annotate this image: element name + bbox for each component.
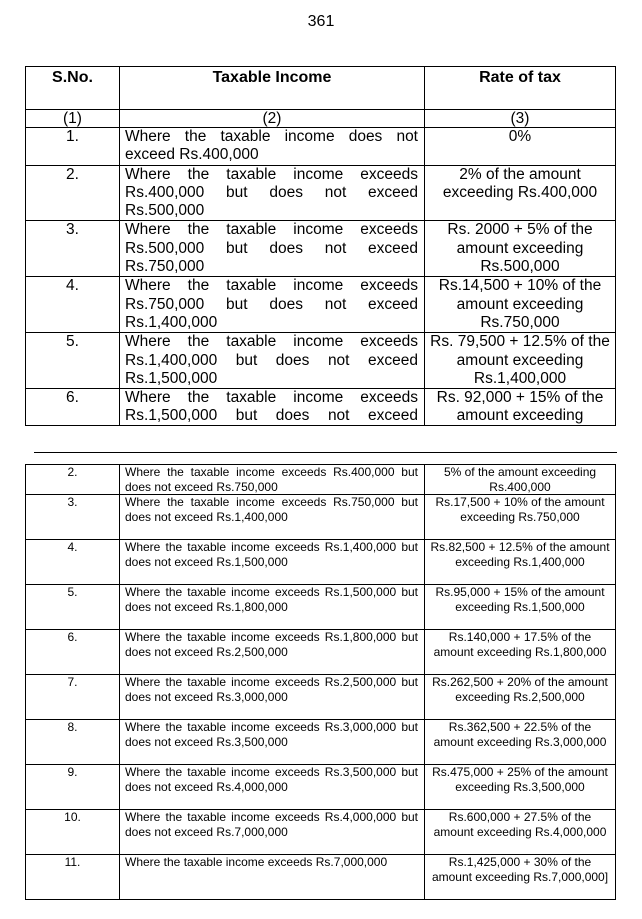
row-rate: 2% of the amount exceeding Rs.400,000 <box>425 165 616 221</box>
row-income: Where the taxable income exceeds Rs.1,400,000 but does not exceed Rs.1,500,000 <box>120 540 425 585</box>
column-number-row <box>26 110 616 128</box>
row-sno: 5. <box>26 333 120 389</box>
table-header-row <box>26 67 616 110</box>
row-income: Where the taxable income does not exceed Rs.400,000 <box>120 128 425 166</box>
row-sno: 2. <box>26 465 120 495</box>
row-sno <box>26 389 120 426</box>
row-income: Where the taxable income exceeds Rs.1,500,000 but does not exceed Rs.1,800,000 <box>120 585 425 630</box>
row-income: Where the taxable income exceeds Rs.1,400,000 but does not exceed Rs.1,500,000 <box>120 333 425 389</box>
row-income: Where the taxable income exceeds Rs.750,000 but does not exceed Rs.1,400,000 <box>120 495 425 540</box>
row-income: Where the taxable income exceeds Rs.4,000,000 but does not exceed Rs.7,000,000 <box>120 810 425 855</box>
row-sno: 5. <box>26 585 120 630</box>
row-sno: 2. <box>26 165 120 221</box>
row-income-text: Where the taxable income exceeds Rs.1,500,000 but does not exceed <box>125 389 418 425</box>
row-rate: Rs.14,500 + 10% of the amount exceeding Rs.750,000 <box>425 277 616 333</box>
row-rate: Rs.262,500 + 20% of the amount exceeding Rs.2,500,000 <box>425 675 616 720</box>
table-row <box>26 495 616 540</box>
row-sno-text: 6. <box>66 389 79 407</box>
table-row <box>26 585 616 630</box>
header-taxable-income: Taxable Income <box>120 67 425 110</box>
table-row <box>26 855 616 900</box>
table-row <box>26 810 616 855</box>
row-rate: Rs.140,000 + 17.5% of the amount exceeding Rs.1,800,000 <box>425 630 616 675</box>
row-sno: 9. <box>26 765 120 810</box>
row-rate: Rs.1,425,000 + 30% of the amount exceeding Rs.7,000,000] <box>425 855 616 900</box>
row-income: Where the taxable income exceeds Rs.500,000 but does not exceed Rs.750,000 <box>120 221 425 277</box>
row-income <box>120 389 425 426</box>
row-sno: 4. <box>26 277 120 333</box>
table-row <box>26 465 616 495</box>
row-rate: Rs. 2000 + 5% of the amount exceeding Rs.500,000 <box>425 221 616 277</box>
row-sno: 1. <box>26 128 120 166</box>
tax-rate-table-old <box>25 66 616 426</box>
row-income: Where the taxable income exceeds Rs.400,000 but does not exceed Rs.500,000 <box>120 165 425 221</box>
row-sno: 6. <box>26 630 120 675</box>
row-rate: 5% of the amount exceeding Rs.400,000 <box>425 465 616 495</box>
table-row <box>26 165 616 221</box>
row-income: Where the taxable income exceeds Rs.3,000,000 but does not exceed Rs.3,500,000 <box>120 720 425 765</box>
row-rate: Rs.95,000 + 15% of the amount exceeding Rs.1,500,000 <box>425 585 616 630</box>
col-number-3: (3) <box>425 110 616 128</box>
row-sno: 7. <box>26 675 120 720</box>
row-sno: 8. <box>26 720 120 765</box>
row-rate-text: Rs. 92,000 + 15% of the amount exceeding <box>436 389 604 425</box>
row-rate: Rs.82,500 + 12.5% of the amount exceeding Rs.1,400,000 <box>425 540 616 585</box>
row-rate: 0% <box>425 128 616 166</box>
row-rate: Rs.17,500 + 10% of the amount exceeding Rs.750,000 <box>425 495 616 540</box>
row-rate <box>425 389 616 426</box>
table-row <box>26 675 616 720</box>
row-rate: Rs.600,000 + 27.5% of the amount exceeding Rs.4,000,000 <box>425 810 616 855</box>
col-number-2: (2) <box>120 110 425 128</box>
row-rate: Rs. 79,500 + 12.5% of the amount exceeding Rs.1,400,000 <box>425 333 616 389</box>
row-income: Where the taxable income exceeds Rs.7,000,000 <box>120 855 425 900</box>
row-sno: 3. <box>26 221 120 277</box>
col-number-1: (1) <box>26 110 120 128</box>
table-row <box>26 720 616 765</box>
separator-line <box>34 452 617 453</box>
table-row <box>26 630 616 675</box>
row-income: Where the taxable income exceeds Rs.750,000 but does not exceed Rs.1,400,000 <box>120 277 425 333</box>
row-sno: 3. <box>26 495 120 540</box>
table-row <box>26 540 616 585</box>
row-sno: 11. <box>26 855 120 900</box>
table-row <box>26 389 616 426</box>
page-number: 361 <box>307 13 335 30</box>
row-income: Where the taxable income exceeds Rs.2,500,000 but does not exceed Rs.3,000,000 <box>120 675 425 720</box>
row-income: Where the taxable income exceeds Rs.400,000 but does not exceed Rs.750,000 <box>120 465 425 495</box>
row-rate: Rs.475,000 + 25% of the amount exceeding Rs.3,500,000 <box>425 765 616 810</box>
row-income: Where the taxable income exceeds Rs.3,500,000 but does not exceed Rs.4,000,000 <box>120 765 425 810</box>
header-sno: S.No. <box>26 67 120 110</box>
table-row <box>26 765 616 810</box>
row-sno: 4. <box>26 540 120 585</box>
tax-rate-table-new <box>25 464 616 900</box>
table-row <box>26 128 616 166</box>
row-income: Where the taxable income exceeds Rs.1,800,000 but does not exceed Rs.2,500,000 <box>120 630 425 675</box>
header-rate-of-tax: Rate of tax <box>425 67 616 110</box>
table-row <box>26 277 616 333</box>
row-rate: Rs.362,500 + 22.5% of the amount exceeding Rs.3,000,000 <box>425 720 616 765</box>
table-row <box>26 221 616 277</box>
row-sno: 10. <box>26 810 120 855</box>
table-row <box>26 333 616 389</box>
